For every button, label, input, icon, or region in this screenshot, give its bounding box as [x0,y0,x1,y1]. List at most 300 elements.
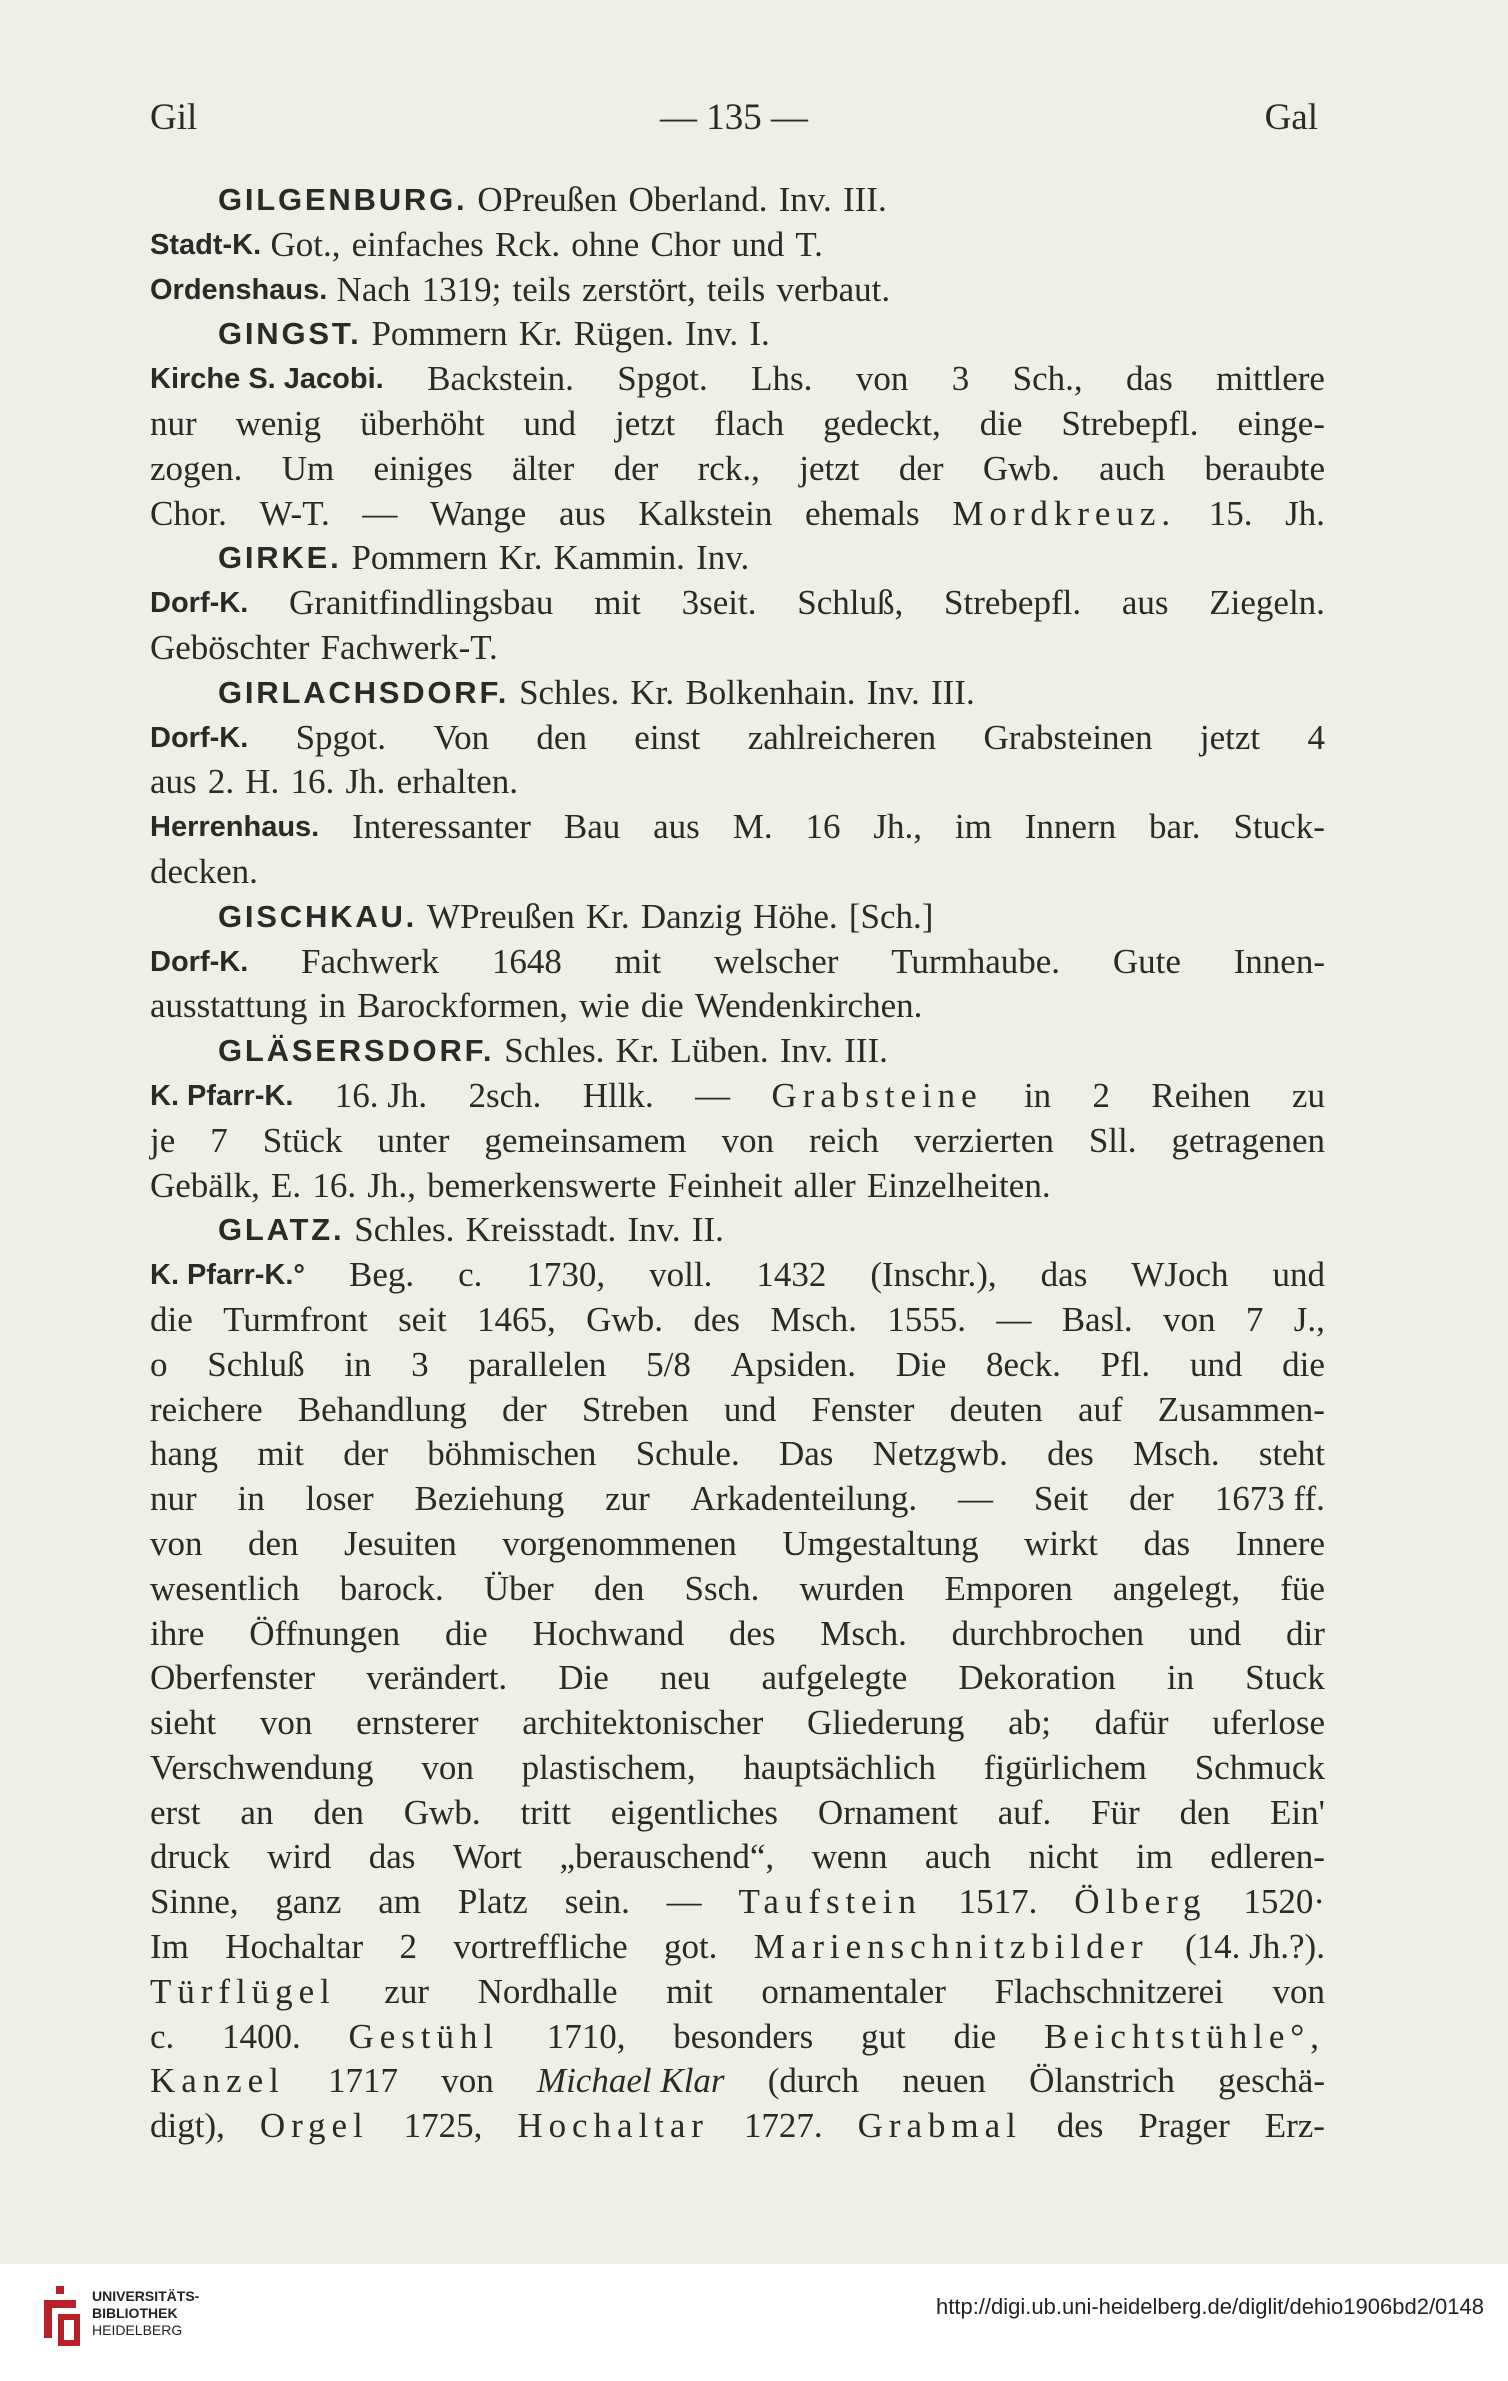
word: — [957,1479,993,1519]
text-line [150,671,1325,716]
word: c. [458,1255,483,1295]
word: hang [150,1434,219,1474]
text-line [150,984,1325,1029]
word: Verschwendung [150,1747,374,1787]
word: OPreußen [477,180,618,219]
word: durchbrochen [951,1613,1145,1653]
word: Spgot. [295,717,387,757]
word: Jh., [367,1165,416,1205]
word: gemeinsamem [484,1120,687,1160]
word: von [150,1523,203,1563]
text-line [150,1791,1325,1836]
word: got. [663,1927,718,1967]
word: III. [842,180,887,219]
section-label: Dorf-K. [150,945,249,978]
word: je [150,1120,176,1160]
word: im [1135,1837,1173,1877]
emphasized-word: Marienschnitzbilder [753,1927,1149,1967]
word: Flachschnitzerei [994,1971,1224,2011]
word: flach [714,403,785,443]
text-line [150,536,1325,581]
word: Inv. [685,314,739,354]
word: der [613,448,659,488]
word: Arkadenteilung. [690,1479,918,1519]
word: der [1129,1479,1174,1519]
word: den [593,1568,645,1608]
word: Spgot. [617,359,708,399]
word: Wendenkirchen. [694,986,923,1026]
text-line [150,402,1325,447]
word: gut [860,2016,906,2056]
word: mittlere [1216,359,1325,399]
word: erst [150,1792,201,1832]
word: Beziehung [414,1479,565,1519]
word: Apsiden. [730,1344,856,1384]
word: Oberfenster [150,1658,316,1698]
word: Wange [430,493,527,533]
word: an [240,1792,274,1832]
word: Kreisstadt. [465,1210,617,1250]
word: Gwb. [982,448,1060,488]
logo-line-3: HEIDELBERG [92,2322,183,2338]
word: mit [594,583,641,623]
word: neu [659,1658,711,1698]
word: zogen. [150,448,243,488]
word: Innern [1024,807,1117,847]
body-text [150,178,1325,2149]
word: ornamentaler [761,1971,946,2011]
word: Feinheit [667,1165,783,1205]
word: das [1040,1255,1088,1295]
word: Granitfindlingsbau [289,583,554,623]
word: und [1188,1613,1242,1653]
text-line [150,1970,1325,2015]
word: Ziegeln. [1209,583,1325,623]
word: 16. [312,1165,357,1205]
text-line [150,1567,1325,1612]
word: Strebepfl. [1061,403,1199,443]
word: c. [150,2016,175,2056]
word: ganz [275,1882,342,1922]
word: (14. Jh.?). [1185,1927,1325,1967]
word: wie [579,986,630,1026]
section-label: Dorf-K. [150,587,249,620]
word: plastischem, [521,1747,696,1787]
word: geschä- [1218,2061,1325,2101]
word: die [640,986,684,1026]
word: auf. [997,1792,1052,1832]
word: die [979,403,1023,443]
emphasized-word: Kanzel [150,2061,285,2101]
word: Im [150,1927,189,1967]
word: aller [793,1165,856,1205]
page-number: — 135 — [660,97,808,138]
word: Lhs. [751,359,813,399]
text-line [150,2015,1325,2060]
word: (Inschr.), [870,1255,997,1295]
word: Interessanter [352,807,531,847]
word: 2sch. [468,1075,542,1115]
word: aus [653,807,700,847]
word: 1730, [526,1255,606,1295]
section-label: Kirche S. Jacobi. [150,363,384,396]
word: die [150,1299,193,1339]
text-line [150,1656,1325,1701]
word: in [237,1479,265,1519]
word: in [318,986,346,1026]
word: Kr. [615,1031,660,1071]
text-line [150,1880,1325,1925]
word: 1465, [477,1299,556,1339]
emphasized-word: Ölberg [1074,1882,1207,1922]
word: Gwb. [403,1792,481,1832]
library-logo-text [92,2288,199,2339]
word: 16 [805,807,841,847]
word: o [150,1344,168,1384]
word: vortreffliche [453,1927,628,1967]
word: verbaut. [776,269,891,309]
word: getragenen [1171,1120,1325,1160]
word: 3 [411,1344,429,1384]
word: Fenster [811,1389,915,1429]
footer-bar [0,2264,1508,2381]
word: des [728,1613,776,1653]
word: 4 [1307,717,1325,757]
word: W-T. [259,493,330,533]
word: wird [267,1837,332,1877]
text-line [150,2059,1325,2104]
word: in [344,1344,372,1384]
word: unter [377,1120,450,1160]
word: besonders [673,2016,814,2056]
word: in [1023,1075,1052,1115]
word: Inv. [866,672,920,712]
word: 2. [207,762,235,802]
word: Kalkstein [638,493,773,533]
word: von [1163,1299,1216,1339]
word: hauptsächlich [743,1747,936,1787]
word: 5/8 [646,1344,691,1384]
word: Hochaltar [225,1927,364,1967]
word: III. [930,672,975,712]
text-line [150,1432,1325,1477]
emphasized-word: Grabsteine [771,1075,983,1115]
word: einge- [1237,403,1325,443]
text-line [150,1253,1325,1298]
word: zur [605,1479,650,1519]
word: I. [749,314,770,354]
word: Gliederung [806,1703,965,1743]
word: Wort [452,1837,522,1877]
word: barock. [339,1568,444,1608]
word: decken. [150,851,258,891]
word: Kammin. [553,538,685,578]
word: zahlreicheren [747,717,937,757]
word: zur [384,1971,429,2011]
word: deuten [949,1389,1043,1429]
word: Dekoration [958,1658,1116,1698]
word: und [523,403,577,443]
word: den [313,1792,364,1832]
word: jetzt [799,448,860,488]
word: — [362,493,398,533]
word: rck., [697,448,760,488]
word: Msch. [820,1613,907,1653]
word: gedeckt, [823,403,941,443]
word: Prager [1138,2106,1230,2146]
word: dir [1286,1613,1325,1653]
word: H. [245,762,280,802]
word: Umgestaltung [782,1523,979,1563]
word: 1520· [1243,1882,1325,1922]
word: Die [558,1658,609,1698]
word: des [1047,1434,1094,1474]
word: 1710, [546,2016,626,2056]
word: tritt [520,1792,572,1832]
word: — [695,1075,731,1115]
word: 7 [210,1120,228,1160]
word: Fachwerk-T. [320,627,498,667]
word: Jh. [1285,493,1325,533]
word: der [502,1389,547,1429]
word: bemerkenswerte [427,1165,657,1205]
word: den [536,717,587,757]
word: von [721,1120,774,1160]
word: reichere [150,1389,263,1429]
word: edleren- [1210,1837,1325,1877]
text-line [150,940,1325,985]
word: verzierten [913,1120,1054,1160]
word: Einzelheiten. [866,1165,1051,1205]
text-line [150,1074,1325,1119]
word: Öffnungen [249,1613,401,1653]
word: sieht [150,1703,217,1743]
word: 1717 [328,2061,399,2101]
word: Pfl. [1100,1344,1151,1384]
word: 1517. [958,1882,1038,1922]
text-line [150,1343,1325,1388]
word: Inv. [778,180,832,219]
word: 15. [1208,493,1253,533]
word: auch [1099,448,1166,488]
word: im [954,807,992,847]
word: Sch., [1012,359,1083,399]
section-label: K. Pfarr-K. [150,1079,294,1112]
word: bar. [1149,807,1201,847]
word: Um [281,448,335,488]
word: voll. [649,1255,713,1295]
word: steht [1258,1434,1325,1474]
word: aufgelegte [761,1658,908,1698]
word: der [343,1434,388,1474]
entry-heading: GILGENBURG. [218,182,468,217]
running-head [150,96,1318,146]
word: mit [666,1971,713,2011]
word: wenn [811,1837,888,1877]
word: Got., [270,224,341,264]
word: nur [150,1479,197,1519]
word: und [723,1389,777,1429]
word: [Sch.] [848,896,934,936]
word: Msch. [770,1299,857,1339]
section-label: K. Pfarr-K.° [150,1259,306,1292]
word: erhalten. [396,762,518,802]
word: Schles. [504,1031,605,1071]
word: ehemals [804,493,920,533]
word: Innen- [1233,941,1325,981]
word: Danzig [640,896,742,936]
word: II. [691,1210,724,1250]
logo-line-2: BIBLIOTHEK [92,2305,178,2321]
word: wesentlich [150,1568,300,1608]
word: Kr. [498,538,543,578]
word: den [247,1523,299,1563]
word: nur [150,403,197,443]
word: Msch. [1133,1434,1220,1474]
text-line [150,1208,1325,1253]
text-line [150,1925,1325,1970]
word: Bau [563,807,621,847]
text-line [150,357,1325,402]
word: 1432 [756,1255,827,1295]
word: Höhe. [753,896,838,936]
word: welscher [714,941,839,981]
word: Seit [1033,1479,1089,1519]
word: das [1143,1523,1191,1563]
word: figürlichem [983,1747,1147,1787]
emphasized-word: Orgel [259,2106,369,2146]
word: WJoch [1131,1255,1229,1295]
italic-name: Michael Klar [536,2061,725,2101]
word: Barockformen, [357,986,568,1026]
word: Pommern [371,314,508,354]
text-line [150,268,1325,313]
word: 3 [951,359,970,399]
emphasized-word: Beichtstühle°, [1043,2016,1325,2056]
word: Rügen. [573,314,674,354]
word: zerstört, [582,269,696,309]
text-line [150,1164,1325,1209]
word: des [693,1299,740,1339]
word: Sll. [1088,1120,1137,1160]
word: angelegt, [1112,1568,1241,1608]
word: auf [1077,1389,1123,1429]
word: M. [732,807,773,847]
word: verändert. [366,1658,508,1698]
word: Gute [1112,941,1181,981]
word: die [444,1613,488,1653]
word: Emporen [944,1568,1073,1608]
word: Chor. [150,493,227,533]
entry-heading: GISCHKAU. [218,898,418,934]
word: von [1272,1971,1325,2011]
word: Hllk. [582,1075,654,1115]
word: Über [483,1568,554,1608]
text-line [150,1701,1325,1746]
word: Gebälk, [150,1165,260,1205]
word: Jh., [873,807,923,847]
word: wirkt [1024,1523,1098,1563]
word: Nordhalle [477,1971,618,2011]
emphasized-word: Gestühl [348,2016,500,2056]
word: uferlose [1212,1703,1325,1743]
word: von [441,2061,494,2101]
word: jetzt [615,403,676,443]
word: Schule. [635,1434,740,1474]
word: die [953,2016,997,2056]
word: 8eck. [986,1344,1061,1384]
word: III. [844,1031,888,1071]
word: „berauschend“, [559,1837,775,1877]
running-head-right: Gal [1264,97,1318,138]
word: Inv. [779,1031,834,1071]
word: neuen [902,2061,986,2101]
word: und [1189,1344,1243,1384]
text-line [150,760,1325,805]
word: 1727. [743,2106,823,2146]
word: Backstein. [427,359,574,399]
word: Streben [581,1389,689,1429]
library-logo-icon [36,2282,86,2352]
word: druck [150,1837,230,1877]
word: des [1056,2106,1104,2146]
word: ab; [1008,1703,1051,1743]
word: parallelen [468,1344,607,1384]
word: J., [1293,1299,1325,1339]
section-label: Stadt-K. [150,228,262,261]
word: 1400. [222,2016,301,2056]
text-line [150,1746,1325,1791]
emphasized-word: Grabmal [857,2106,1022,2146]
word: architektonischer [522,1703,764,1743]
word: ausstattung [150,986,308,1026]
word: teils [706,269,766,309]
text-line [150,492,1325,537]
word: Chor [650,224,721,264]
section-label: Herrenhaus. [150,811,320,844]
word: von [855,359,909,399]
word: Jh. [345,762,386,802]
source-url-link[interactable]: http://digi.ub.uni-heidelberg.de/diglit/dehio1906bd2/0148 [936,2294,1484,2319]
word: Inv. [627,1210,681,1250]
text-line [150,626,1325,671]
word: 16. Jh. [334,1075,428,1115]
word: und [1272,1255,1325,1295]
word: ihre [150,1613,205,1653]
word: Jesuiten [343,1523,457,1563]
text-line [150,1835,1325,1880]
word: sein. [564,1882,630,1922]
entry-heading: GIRLACHSDORF. [218,674,510,710]
word: Gwb. [586,1299,663,1339]
entry-heading: GINGST. [218,316,362,352]
word: den [1179,1792,1231,1832]
word: nicht [1028,1837,1099,1877]
section-label: Ordenshaus. [150,273,328,306]
word: 1673 ff. [1214,1479,1325,1519]
word: Platz [457,1882,528,1922]
text-line [150,447,1325,492]
word: — [996,1299,1032,1339]
word: Behandlung [297,1389,467,1429]
word: Turmhaube. [891,941,1061,981]
word: aus [558,493,606,533]
word: böhmischen [427,1434,597,1474]
word: Die [895,1344,947,1384]
word: mit [257,1434,305,1474]
word: Pommern [351,538,488,578]
word: Stuck- [1233,807,1325,847]
